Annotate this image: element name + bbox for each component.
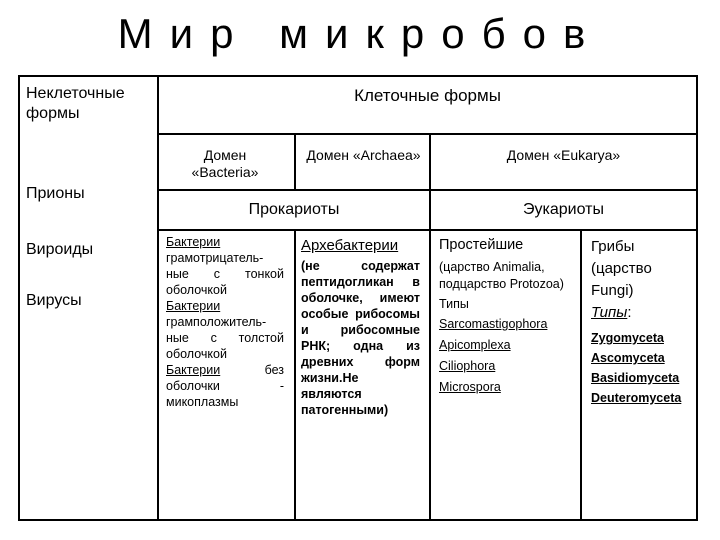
cellular-header: Клеточные формы: [354, 86, 501, 105]
domain-eukarya: Домен «Eukarya»: [506, 147, 621, 163]
eukaryotes-label: Эукариоты: [523, 201, 604, 218]
bacteria-no-wall: [166, 362, 284, 410]
column-divider-protists-fungi: [580, 229, 582, 521]
column-divider-bacteria-archaea-bottom: [294, 229, 296, 521]
fungi-type: Ascomyceta: [591, 351, 665, 365]
fungi-type: Basidiomyceta: [591, 371, 680, 385]
prokaryotes-label: Прокариоты: [248, 201, 340, 218]
bacteria-no-wall-text: без оболочки - микоплазмы: [166, 363, 284, 409]
protists-head: Простейшие: [439, 237, 524, 253]
domain-archaea: Домен «Archaea»: [306, 147, 421, 163]
page-title: Мир микробов: [117, 10, 603, 57]
fungi-types-label: Типы: [591, 304, 628, 321]
protists-cell: [439, 236, 577, 395]
archaea-head: Архебактерии: [301, 237, 399, 254]
noncellular-item-prions: Прионы: [26, 185, 85, 202]
domain-bacteria: Домен «Bacteria»: [191, 147, 259, 180]
protists-type: Microspora: [439, 380, 501, 394]
row-divider-3: [157, 229, 698, 231]
table-border-right: [696, 75, 698, 521]
protists-subtitle: (царство Animalia, подцарство Protozoa): [439, 260, 564, 291]
protists-type: Ciliophora: [439, 359, 496, 373]
archaea-text: (не содержат пептидогликан в оболочке, имеют особые рибосомы и рибосомные РНК; одна из древних форм жизни.Не являются патогенными): [301, 259, 420, 417]
bacteria-gram-positive-text: грамположитель-ные с толстой оболочкой: [166, 315, 284, 361]
row-divider-2: [157, 189, 698, 191]
table-border-top: [18, 75, 697, 77]
protists-types-label: Типы: [439, 297, 469, 311]
fungi-types-colon: :: [627, 304, 632, 321]
protists-type: Apicomplexa: [439, 338, 511, 352]
noncellular-item-viruses: Вирусы: [26, 292, 82, 309]
noncellular-header: Неклеточные формы: [26, 85, 125, 122]
bacteria-gram-negative-text: грамотрицатель-ные с тонкой оболочкой: [166, 251, 284, 297]
column-divider-bacteria-archaea-top: [294, 133, 296, 191]
bacteria-cell: [166, 234, 284, 410]
fungi-type: Deuteromyceta: [591, 391, 682, 405]
column-divider-main: [157, 75, 159, 521]
fungi-head: Грибы (царство Fungi): [591, 238, 652, 299]
archaea-cell: [301, 236, 420, 418]
fungi-type: Zygomyceta: [591, 331, 664, 345]
row-divider-1: [157, 133, 698, 135]
fungi-types-line: [591, 302, 695, 324]
bacteria-no-wall-head: Бактерии: [166, 363, 221, 377]
fungi-cell: [591, 236, 695, 408]
bacteria-gram-negative-head: Бактерии: [166, 235, 221, 249]
noncellular-item-viroids: Вироиды: [26, 241, 94, 258]
protists-type: Sarcomastigophora: [439, 317, 548, 331]
bacteria-gram-positive-head: Бактерии: [166, 299, 221, 313]
column-divider-prok-euk: [429, 133, 431, 521]
table-border-bottom: [18, 519, 698, 521]
table-border-left: [18, 75, 20, 521]
